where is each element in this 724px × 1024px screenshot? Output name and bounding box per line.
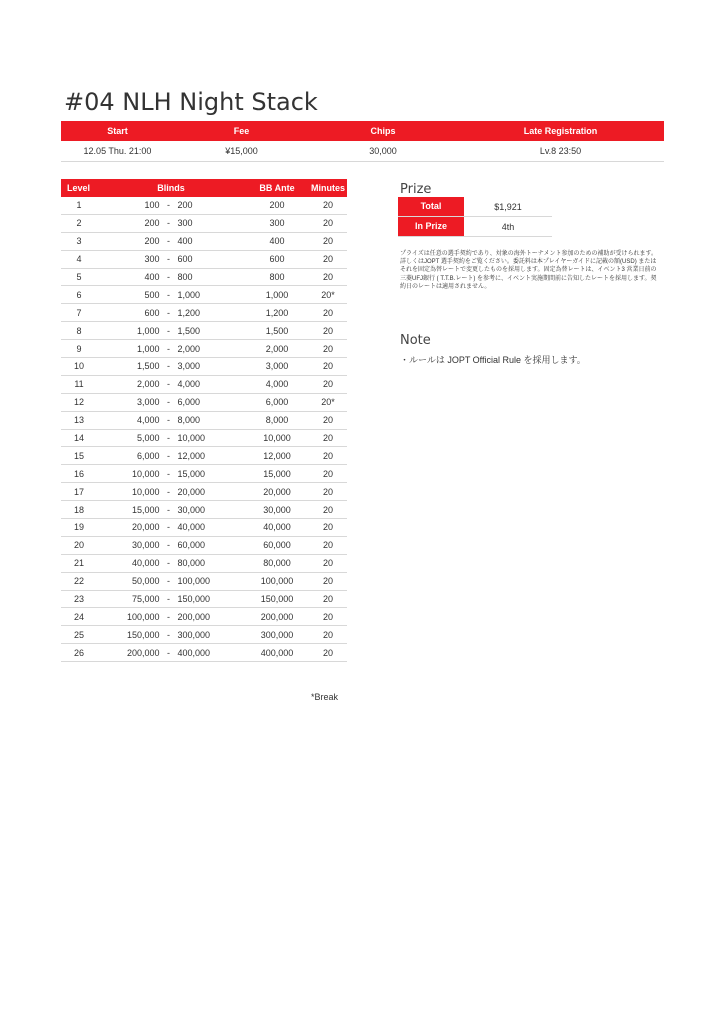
blinds-header-ante: BB Ante: [259, 183, 295, 193]
level-number: 8: [76, 325, 82, 336]
blind-separator: -: [167, 647, 170, 658]
big-blind: 60,000: [177, 540, 206, 551]
bb-ante: 15,000: [263, 468, 291, 479]
blind-level-row: [61, 626, 347, 644]
blinds-cell: [97, 648, 245, 658]
big-blind: 600: [177, 254, 193, 265]
level-number: 11: [74, 379, 84, 390]
blinds-header-blinds: Blinds: [157, 183, 185, 193]
blinds-cell: [97, 594, 245, 604]
small-blind: 600: [144, 307, 160, 318]
small-blind: 75,000: [131, 594, 160, 605]
level-minutes: 20*: [321, 289, 335, 300]
level-minutes: 20: [322, 254, 333, 265]
small-blind: 200,000: [126, 647, 160, 658]
blind-level-row: [61, 340, 347, 358]
small-blind: 1,500: [136, 361, 160, 372]
blinds-cell: [97, 612, 245, 622]
small-blind: 2,000: [136, 379, 160, 390]
bb-ante: 300,000: [260, 629, 294, 640]
blind-level-row: [61, 465, 347, 483]
blind-level-row: [61, 483, 347, 501]
small-blind: 30,000: [131, 540, 160, 551]
prize-total-value: $1,921: [494, 201, 522, 212]
blind-separator: -: [167, 272, 170, 282]
blind-level-row: [61, 608, 347, 626]
big-blind: 1,000: [177, 289, 201, 300]
blind-level-row: [61, 519, 347, 537]
bb-ante: 1,000: [265, 289, 289, 300]
blind-separator: -: [167, 558, 170, 569]
blind-level-row: [61, 573, 347, 591]
level-minutes: 20: [322, 307, 333, 318]
blinds-cell: [97, 361, 245, 371]
bb-ante: 300: [269, 218, 285, 229]
level-minutes: 20: [322, 540, 333, 551]
level-minutes: 20: [322, 200, 333, 211]
small-blind: 10,000: [131, 468, 160, 479]
blind-separator: -: [167, 289, 170, 300]
level-number: 17: [73, 486, 84, 497]
blinds-cell: [97, 505, 245, 515]
blind-level-row: [61, 591, 347, 609]
blind-separator: -: [167, 361, 170, 372]
small-blind: 5,000: [136, 433, 160, 444]
blind-level-row: [61, 537, 347, 555]
summary-header-late-registration: Late Registration: [523, 126, 598, 136]
small-blind: 15,000: [131, 504, 160, 515]
blinds-cell: [97, 200, 245, 210]
bb-ante: 600: [269, 254, 285, 265]
bb-ante: 400,000: [260, 647, 294, 658]
level-number: 5: [76, 272, 82, 282]
level-number: 6: [76, 289, 82, 300]
level-number: 18: [73, 504, 84, 515]
summary-value-row: [61, 141, 664, 162]
level-number: 14: [73, 433, 84, 444]
prize-title: Prize: [400, 182, 432, 197]
level-number: 19: [73, 522, 84, 533]
blinds-cell: [97, 326, 245, 336]
level-number: 15: [73, 450, 84, 461]
blind-separator: -: [167, 397, 170, 408]
blinds-header-level: Level: [67, 183, 91, 193]
blinds-cell: [97, 254, 245, 264]
level-minutes: 20: [322, 504, 333, 515]
blinds-cell: [97, 272, 245, 282]
big-blind: 30,000: [177, 504, 206, 515]
blinds-header-minutes: Minutes: [310, 183, 345, 193]
big-blind: 4,000: [177, 379, 201, 390]
blind-separator: -: [167, 450, 170, 461]
summary-fee-value: ¥15,000: [225, 146, 258, 156]
level-number: 20: [73, 540, 84, 551]
bb-ante: 3,000: [265, 361, 289, 372]
blind-separator: -: [167, 343, 170, 354]
level-number: 9: [76, 343, 82, 354]
prize-table: [398, 197, 552, 237]
bb-ante: 200: [269, 200, 285, 211]
level-number: 16: [73, 468, 84, 479]
blind-separator: -: [167, 379, 170, 390]
bb-ante: 10,000: [263, 433, 291, 444]
summary-header-start: Start: [107, 126, 128, 136]
bb-ante: 8,000: [265, 415, 289, 426]
blind-level-row: [61, 644, 347, 662]
level-minutes: 20: [322, 415, 333, 426]
blinds-header-row: [61, 179, 347, 197]
level-minutes: 20: [322, 272, 333, 282]
blinds-cell: [97, 451, 245, 461]
blind-level-row: [61, 430, 347, 448]
level-minutes: 20: [322, 522, 333, 533]
blinds-cell: [97, 487, 245, 497]
level-number: 2: [76, 218, 82, 229]
level-number: 23: [73, 594, 84, 605]
blinds-cell: [97, 522, 245, 532]
small-blind: 50,000: [131, 576, 160, 587]
blinds-cell: [97, 630, 245, 640]
blind-level-row: [61, 376, 347, 394]
blinds-cell: [97, 415, 245, 425]
small-blind: 500: [144, 289, 160, 300]
level-number: 12: [73, 397, 84, 408]
level-minutes: 20: [322, 576, 333, 587]
small-blind: 10,000: [131, 486, 160, 497]
big-blind: 3,000: [177, 361, 201, 372]
bb-ante: 4,000: [265, 379, 289, 390]
level-minutes: 20: [322, 433, 333, 444]
blind-level-row: [61, 358, 347, 376]
page-title: #04 NLH Night Stack: [64, 88, 318, 116]
small-blind: 150,000: [126, 629, 160, 640]
big-blind: 40,000: [177, 522, 206, 533]
big-blind: 300: [177, 218, 193, 229]
blinds-cell: [97, 218, 245, 228]
level-minutes: 20: [322, 343, 333, 354]
big-blind: 1,500: [177, 325, 201, 336]
blind-level-row: [61, 197, 347, 215]
summary-header-fee: Fee: [233, 126, 250, 136]
blind-level-row: [61, 215, 347, 233]
level-minutes: 20: [322, 325, 333, 336]
small-blind: 40,000: [131, 558, 160, 569]
blind-separator: -: [167, 200, 170, 211]
bb-ante: 100,000: [260, 576, 294, 587]
blind-separator: -: [167, 468, 170, 479]
blind-separator: -: [167, 415, 170, 426]
blind-level-row: [61, 501, 347, 519]
level-minutes: 20: [322, 647, 333, 658]
small-blind: 400: [144, 272, 160, 282]
small-blind: 200: [144, 236, 160, 247]
blinds-cell: [97, 576, 245, 586]
prize-row-in-prize: [398, 217, 552, 237]
bb-ante: 1,500: [265, 325, 289, 336]
blind-separator: -: [167, 629, 170, 640]
note-text: ・ルールは JOPT Official Rule を採用します。: [400, 355, 586, 365]
level-number: 1: [76, 200, 82, 211]
blind-separator: -: [167, 254, 170, 265]
prize-row-total: [398, 197, 552, 217]
big-blind: 20,000: [177, 486, 206, 497]
level-minutes: 20: [322, 379, 333, 390]
blind-level-row: [61, 269, 347, 287]
big-blind: 200: [177, 200, 193, 211]
small-blind: 4,000: [136, 415, 160, 426]
blind-separator: -: [167, 236, 170, 247]
small-blind: 1,000: [136, 343, 160, 354]
blinds-cell: [97, 236, 245, 246]
level-minutes: 20: [322, 361, 333, 372]
blinds-cell: [97, 290, 245, 300]
big-blind: 2,000: [177, 343, 201, 354]
level-number: 26: [73, 647, 84, 658]
bb-ante: 200,000: [260, 611, 294, 622]
blind-level-row: [61, 286, 347, 304]
level-minutes: 20: [322, 558, 333, 569]
bb-ante: 20,000: [263, 486, 291, 497]
blind-separator: -: [167, 504, 170, 515]
blind-separator: -: [167, 325, 170, 336]
break-footnote: *Break: [311, 692, 339, 702]
summary-header-row: [61, 121, 664, 141]
small-blind: 100,000: [126, 611, 160, 622]
blinds-cell: [97, 308, 245, 318]
blind-separator: -: [167, 522, 170, 533]
bb-ante: 60,000: [263, 540, 291, 551]
level-number: 13: [73, 415, 84, 426]
bb-ante: 40,000: [263, 522, 291, 533]
summary-start-value: 12.05 Thu. 21:00: [83, 146, 152, 156]
prize-description: プライズは任意の選手契約であり、対象の海外トーナメント参加のための補助が受けられます。詳しくはJOPT 選手契約をご覧ください。委託料は本プレイヤーガイドに記載の額(USD) またはそれを固定為替レートで変更したものを採用します。固定為替レートは、イベント3 営業日前の三菱UFJ銀行 ( T.T.B.レート) を参考に、イベント実施期間前に告知したレートを採用します。契約日のレートは適用されません。: [400, 251, 658, 290]
level-number: 7: [76, 307, 82, 318]
blinds-cell: [97, 397, 245, 407]
big-blind: 6,000: [177, 397, 201, 408]
level-minutes: 20: [322, 218, 333, 229]
bb-ante: 6,000: [265, 397, 289, 408]
blind-level-row: [61, 251, 347, 269]
blinds-cell: [97, 344, 245, 354]
prize-total-label: Total: [398, 197, 464, 216]
big-blind: 800: [177, 272, 193, 282]
bb-ante: 2,000: [265, 343, 289, 354]
bb-ante: 30,000: [263, 504, 291, 515]
small-blind: 20,000: [131, 522, 160, 533]
level-number: 3: [76, 236, 82, 247]
blind-separator: -: [167, 433, 170, 444]
level-minutes: 20: [322, 629, 333, 640]
summary-late-registration-value: Lv.8 23:50: [539, 146, 582, 156]
level-number: 4: [76, 254, 82, 265]
note-title: Note: [400, 333, 431, 348]
small-blind: 300: [144, 254, 160, 265]
big-blind: 15,000: [177, 468, 206, 479]
level-minutes: 20: [322, 594, 333, 605]
blind-separator: -: [167, 218, 170, 229]
level-number: 10: [73, 361, 84, 372]
blinds-cell: [97, 540, 245, 550]
big-blind: 12,000: [177, 450, 206, 461]
bb-ante: 400: [269, 236, 285, 247]
blinds-cell: [97, 469, 245, 479]
blinds-cell: [97, 558, 245, 568]
level-minutes: 20*: [321, 397, 335, 408]
blind-separator: -: [167, 594, 170, 605]
big-blind: 300,000: [177, 629, 211, 640]
blind-level-row: [61, 555, 347, 573]
blind-level-row: [61, 394, 347, 412]
level-number: 21: [73, 558, 84, 569]
small-blind: 3,000: [136, 397, 160, 408]
level-minutes: 20: [322, 236, 333, 247]
big-blind: 200,000: [177, 611, 211, 622]
big-blind: 100,000: [177, 576, 211, 587]
level-minutes: 20: [322, 468, 333, 479]
big-blind: 80,000: [177, 558, 206, 569]
blind-level-row: [61, 233, 347, 251]
blind-level-row: [61, 304, 347, 322]
level-number: 24: [73, 611, 84, 622]
blind-separator: -: [167, 307, 170, 318]
prize-in-prize-value: 4th: [501, 221, 515, 232]
blind-separator: -: [167, 486, 170, 497]
big-blind: 400: [177, 236, 193, 247]
level-minutes: 20: [322, 486, 333, 497]
level-minutes: 20: [322, 450, 333, 461]
small-blind: 6,000: [136, 450, 160, 461]
small-blind: 1,000: [136, 325, 160, 336]
level-number: 22: [73, 576, 84, 587]
bb-ante: 800: [269, 272, 285, 282]
bb-ante: 12,000: [263, 450, 291, 461]
event-summary-table: [61, 121, 664, 162]
small-blind: 100: [144, 200, 160, 211]
prize-in-prize-label: In Prize: [398, 217, 464, 236]
summary-header-chips: Chips: [370, 126, 396, 136]
big-blind: 10,000: [177, 433, 206, 444]
blind-level-row: [61, 412, 347, 430]
big-blind: 400,000: [177, 647, 211, 658]
blind-level-row: [61, 447, 347, 465]
bb-ante: 80,000: [263, 558, 291, 569]
big-blind: 1,200: [177, 307, 201, 318]
bb-ante: 150,000: [260, 594, 294, 605]
bb-ante: 1,200: [265, 307, 289, 318]
blind-separator: -: [167, 611, 170, 622]
blinds-cell: [97, 379, 245, 389]
blind-separator: -: [167, 540, 170, 551]
level-number: 25: [73, 629, 84, 640]
big-blind: 150,000: [177, 594, 211, 605]
blind-separator: -: [167, 576, 170, 587]
summary-chips-value: 30,000: [369, 146, 397, 156]
small-blind: 200: [144, 218, 160, 229]
blind-level-row: [61, 322, 347, 340]
level-minutes: 20: [322, 611, 333, 622]
blind-structure-table: [61, 179, 347, 662]
big-blind: 8,000: [177, 415, 201, 426]
blinds-cell: [97, 433, 245, 443]
